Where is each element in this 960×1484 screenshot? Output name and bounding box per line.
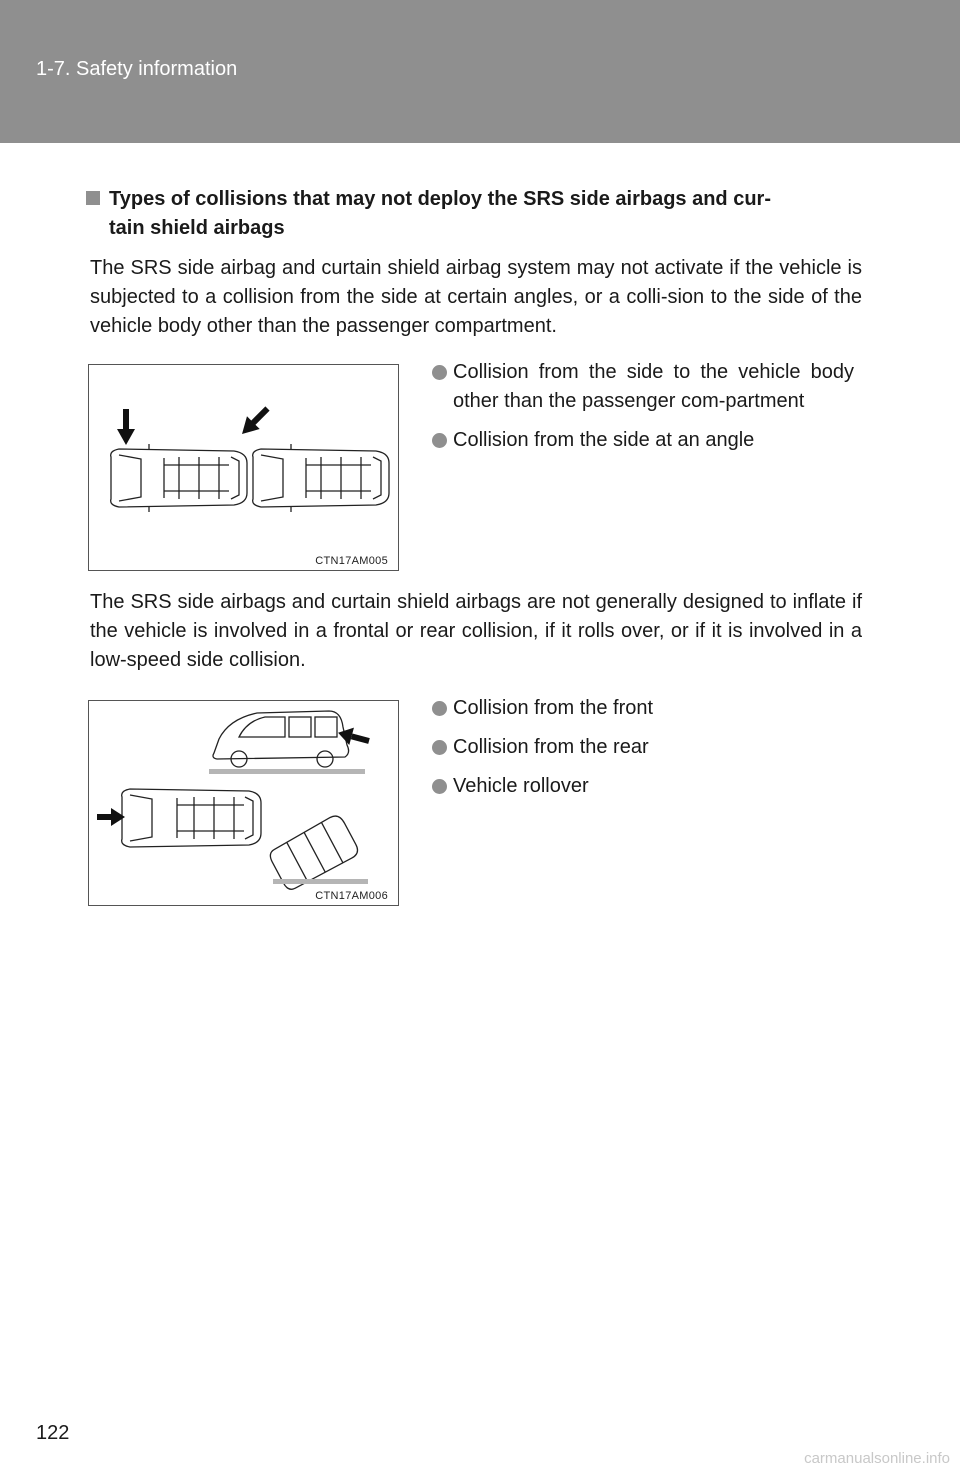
bullet-dot-icon — [432, 779, 447, 794]
bullet-dot-icon — [432, 740, 447, 755]
impact-arrows — [117, 402, 274, 445]
bullet-item — [432, 426, 862, 455]
bullet-dot-icon — [432, 701, 447, 716]
watermark: carmanualsonline.info — [804, 1450, 950, 1467]
bullet-text: Vehicle rollover — [453, 775, 589, 797]
bullet-item — [432, 694, 862, 723]
ground-bar-2 — [273, 879, 368, 884]
bullet-text: Collision from the side at an angle — [453, 429, 755, 451]
header-band — [0, 0, 960, 143]
heading-line-2: tain shield airbags — [109, 217, 285, 239]
bullet-dot-icon — [432, 433, 447, 448]
side-collision-illustration — [89, 365, 398, 570]
bullet-text: Collision from the front — [453, 697, 654, 719]
paragraph-side-collision: The SRS side airbag and curtain shield airbag system may not activate if the vehicle is subjected to a collision from the side at certain angles, or a colli-sion to the side of the vehicle body other than the passenger compartment. — [90, 257, 862, 337]
heading-square-icon — [86, 191, 100, 205]
bullet-item — [432, 733, 862, 762]
car-side-view — [213, 711, 349, 767]
bullet-list-1 — [432, 358, 862, 465]
section-heading — [86, 185, 862, 243]
figure-front-rear-rollover — [88, 700, 399, 906]
ground-bar-1 — [209, 769, 365, 774]
bullet-text: Collision from the side to the vehicle body other than the passenger com-partment — [453, 361, 854, 412]
car-top-view-1 — [111, 444, 247, 512]
section-title: 1-7. Safety information — [36, 58, 238, 80]
paragraph-not-designed: The SRS side airbags and curtain shield airbags are not generally designed to inflate if the vehicle is involved in a frontal or rear collision, if it rolls over, or if it is involved in a low-speed side collision. — [90, 591, 862, 671]
car-top-view-2 — [253, 444, 389, 512]
bullet-item — [432, 358, 854, 416]
bullet-dot-icon — [432, 365, 447, 380]
heading-line-1: Types of collisions that may not deploy the SRS side airbags and cur- — [109, 188, 771, 210]
figure-code: CTN17AM005 — [315, 555, 388, 567]
figure-code: CTN17AM006 — [315, 890, 388, 902]
front-rear-rollover-illustration — [89, 701, 398, 905]
page-number: 122 — [36, 1422, 70, 1444]
bullet-item — [432, 772, 862, 801]
figure-side-angle-collision — [88, 364, 399, 571]
bullet-text: Collision from the rear — [453, 736, 649, 758]
bullet-list-2 — [432, 694, 862, 811]
car-top-view — [122, 789, 261, 847]
